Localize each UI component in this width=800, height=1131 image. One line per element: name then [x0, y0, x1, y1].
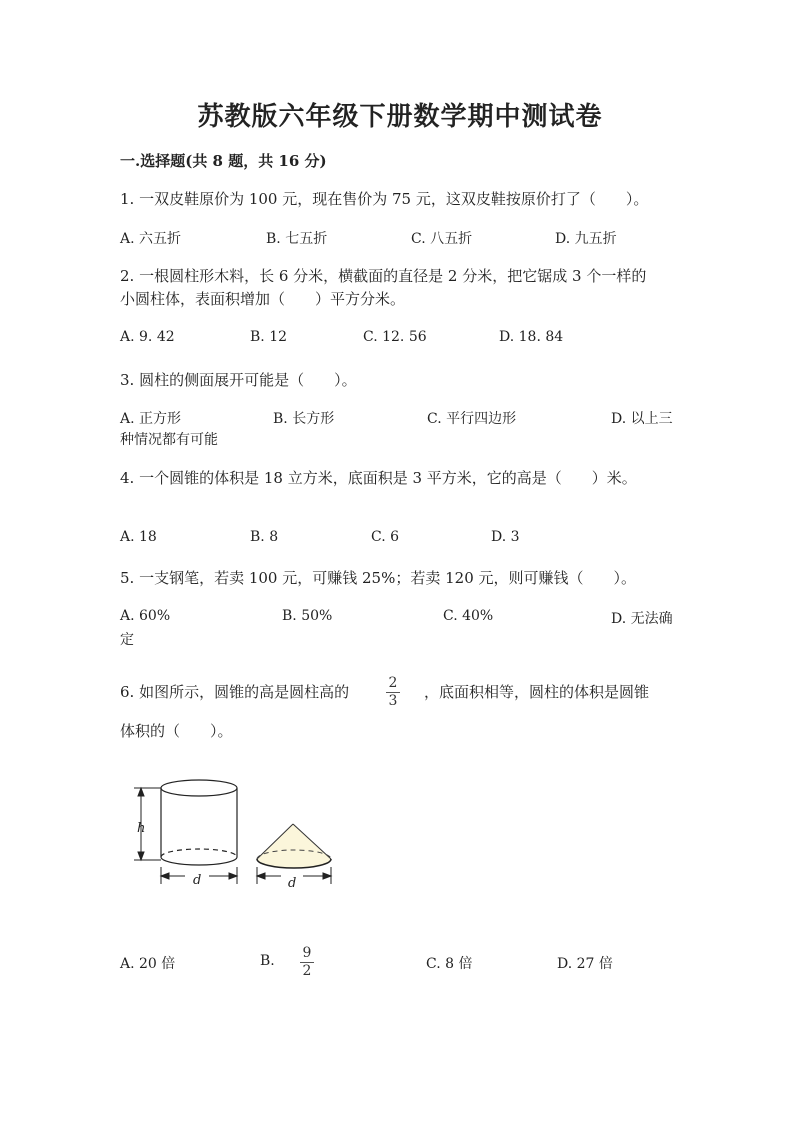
- question-6-stem-post: ，底面积相等，圆柱的体积是圆锥: [424, 683, 650, 701]
- question-1-option-d: D. 九五折: [555, 231, 617, 247]
- question-6-option-b-fraction: [299, 946, 315, 979]
- question-6-option-d: D. 27 倍: [557, 956, 613, 972]
- fraction-denominator: 2: [302, 963, 312, 979]
- question-1-option-c: C. 八五折: [411, 231, 473, 247]
- question-3-option-a: A. 正方形: [120, 411, 182, 427]
- question-5-option-d: D. 无法确: [611, 611, 673, 627]
- question-4-stem: 4. 一个圆锥的体积是 18 立方米，底面积是 3 平方米，它的高是（ ）米。: [120, 469, 637, 487]
- cylinder-height-label: h: [137, 821, 146, 836]
- cylinder-diameter-label: d: [193, 873, 202, 888]
- page-title: 苏教版六年级下册数学期中测试卷: [197, 102, 603, 132]
- question-1-option-a: A. 六五折: [120, 231, 182, 247]
- question-4-option-a: A. 18: [120, 529, 157, 545]
- fraction-numerator: 9: [302, 945, 312, 961]
- question-6-fraction: [385, 676, 401, 709]
- fraction-numerator: 2: [388, 675, 398, 691]
- question-3-stem: 3. 圆柱的侧面展开可能是（ ）。: [120, 371, 357, 389]
- question-4-option-b: B. 8: [250, 529, 279, 545]
- question-2-option-d: D. 18. 84: [499, 329, 564, 345]
- question-3-option-d: D. 以上三: [611, 411, 673, 427]
- cylinder-shape: [161, 780, 237, 865]
- question-3-option-c: C. 平行四边形: [427, 411, 517, 427]
- question-2-option-c: C. 12. 56: [363, 329, 427, 345]
- question-2-option-a: A. 9. 42: [120, 329, 175, 345]
- question-6-stem-pre: 6. 如图所示，圆锥的高是圆柱高的: [120, 683, 350, 701]
- cone-shape: [257, 824, 331, 868]
- cone-diameter-label: d: [288, 876, 297, 891]
- question-2-stem-line-2: 小圆柱体，表面积增加（ ）平方分米。: [120, 290, 406, 308]
- question-5-option-c: C. 40%: [443, 608, 494, 624]
- question-6-stem-line-2: 体积的（ ）。: [120, 722, 233, 740]
- question-2-stem-line-1: 2. 一根圆柱形木料，长 6 分米，横截面的直径是 2 分米，把它锯成 3 个一样的: [120, 267, 647, 285]
- question-5-option-b: B. 50%: [282, 608, 333, 624]
- question-6-option-c: C. 8 倍: [426, 956, 473, 972]
- question-6-option-a: A. 20 倍: [120, 956, 176, 972]
- question-1-stem: 1. 一双皮鞋原价为 100 元，现在售价为 75 元，这双皮鞋按原价打了（ ）。: [120, 190, 649, 208]
- question-4-option-d: D. 3: [491, 529, 520, 545]
- cylinder-cone-figure: [125, 772, 340, 897]
- question-2-option-b: B. 12: [250, 329, 288, 345]
- question-4-option-c: C. 6: [371, 529, 400, 545]
- question-3-option-b: B. 长方形: [273, 411, 335, 427]
- question-5-option-d-wrap: 定: [120, 632, 134, 648]
- question-5-option-a: A. 60%: [120, 608, 171, 624]
- fraction-denominator: 3: [388, 693, 398, 709]
- question-3-option-d-wrap: 种情况都有可能: [120, 432, 218, 448]
- question-6-option-b: B.: [260, 953, 275, 969]
- question-5-stem: 5. 一支钢笔，若卖 100 元，可赚钱 25%；若卖 120 元，则可赚钱（ ）。: [120, 569, 637, 587]
- question-1-option-b: B. 七五折: [266, 231, 328, 247]
- section-heading: 一.选择题(共 8 题，共 16 分): [120, 152, 327, 170]
